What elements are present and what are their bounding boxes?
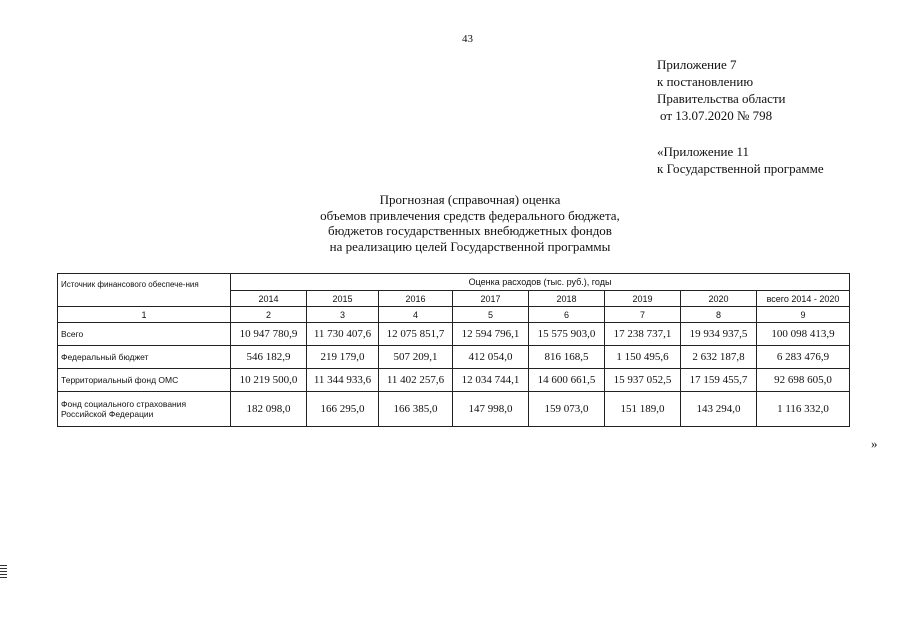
table-cell: 159 073,0 [529,392,605,427]
table-cell: 15 937 052,5 [605,369,681,392]
table-cell: 166 295,0 [307,392,379,427]
appendix11-line: «Приложение 11 [657,144,750,159]
column-number: 9 [757,307,850,323]
table-cell: 147 998,0 [453,392,529,427]
table-cell: 2 632 187,8 [681,346,757,369]
title-line: на реализацию целей Государственной программы [329,238,611,254]
scan-margin-mark [0,565,7,580]
table-cell: 151 189,0 [605,392,681,427]
year-header: 2020 [681,291,757,307]
year-header: 2018 [529,291,605,307]
year-header: 2015 [307,291,379,307]
table-cell: 12 594 796,1 [453,323,529,346]
table-cell: 546 182,9 [231,346,307,369]
table-cell: 15 575 903,0 [529,323,605,346]
row-label: Территориальный фонд ОМС [58,369,231,392]
table-row-federal-budget [58,346,850,369]
column-number: 8 [681,307,757,323]
column-number: 4 [379,307,453,323]
table-cell: 11 344 933,6 [307,369,379,392]
table-cell: 507 209,1 [379,346,453,369]
table-cell: 6 283 476,9 [757,346,850,369]
table-row-social-insurance-fund [58,392,850,427]
table-cell: 10 947 780,9 [231,323,307,346]
total-header: всего 2014 - 2020 [757,291,850,307]
appendix-11-block [657,143,824,177]
table-cell: 412 054,0 [453,346,529,369]
table-cell: 11 402 257,6 [379,369,453,392]
source-header: Источник финансового обеспече-ния [58,274,231,307]
financing-table [57,273,850,427]
title-line: бюджетов государственных внебюджетных фондов [328,223,612,238]
column-number: 2 [231,307,307,323]
closing-quote: » [871,436,878,451]
table-cell: 12 075 851,7 [379,323,453,346]
appendix-7-block [657,56,786,124]
column-number: 6 [529,307,605,323]
appendix-line: к постановлению [657,74,754,89]
table-row-total [58,323,850,346]
page-number: 43 [462,33,473,45]
table-cell: 14 600 661,5 [529,369,605,392]
table-cell: 92 698 605,0 [757,369,850,392]
title-line: Прогнозная (справочная) оценка [379,192,561,207]
year-header: 2017 [453,291,529,307]
table-cell: 11 730 407,6 [307,323,379,346]
table-cell: 10 219 500,0 [231,369,307,392]
table-cell: 182 098,0 [231,392,307,427]
table-cell: 12 034 744,1 [453,369,529,392]
row-label: Федеральный бюджет [58,346,231,369]
column-number: 5 [453,307,529,323]
table-cell: 1 116 332,0 [757,392,850,427]
document-title [270,192,670,254]
appendix-line: Правительства области [657,91,786,106]
appendix11-line: к Государственной программе [657,161,824,176]
column-number: 7 [605,307,681,323]
table-cell: 219 179,0 [307,346,379,369]
row-label: Всего [58,323,231,346]
appendix-line: Приложение 7 [657,57,737,72]
table-cell: 19 934 937,5 [681,323,757,346]
table-cell: 100 098 413,9 [757,323,850,346]
year-header: 2019 [605,291,681,307]
cost-estimate-header: Оценка расходов (тыс. руб.), годы [231,274,850,291]
table-cell: 1 150 495,6 [605,346,681,369]
column-numbers-row [58,307,850,323]
year-header: 2016 [379,291,453,307]
table-cell: 143 294,0 [681,392,757,427]
year-header: 2014 [231,291,307,307]
appendix-line: от 13.07.2020 № 798 [660,108,773,123]
table-cell: 166 385,0 [379,392,453,427]
column-number: 1 [58,307,231,323]
row-label: Фонд социального страхования Российской Федерации [58,392,231,427]
column-number: 3 [307,307,379,323]
table-row-territorial-fund [58,369,850,392]
table-cell: 17 238 737,1 [605,323,681,346]
table-cell: 816 168,5 [529,346,605,369]
title-line: объемов привлечения средств федерального бюджета, [320,207,620,223]
table-cell: 17 159 455,7 [681,369,757,392]
